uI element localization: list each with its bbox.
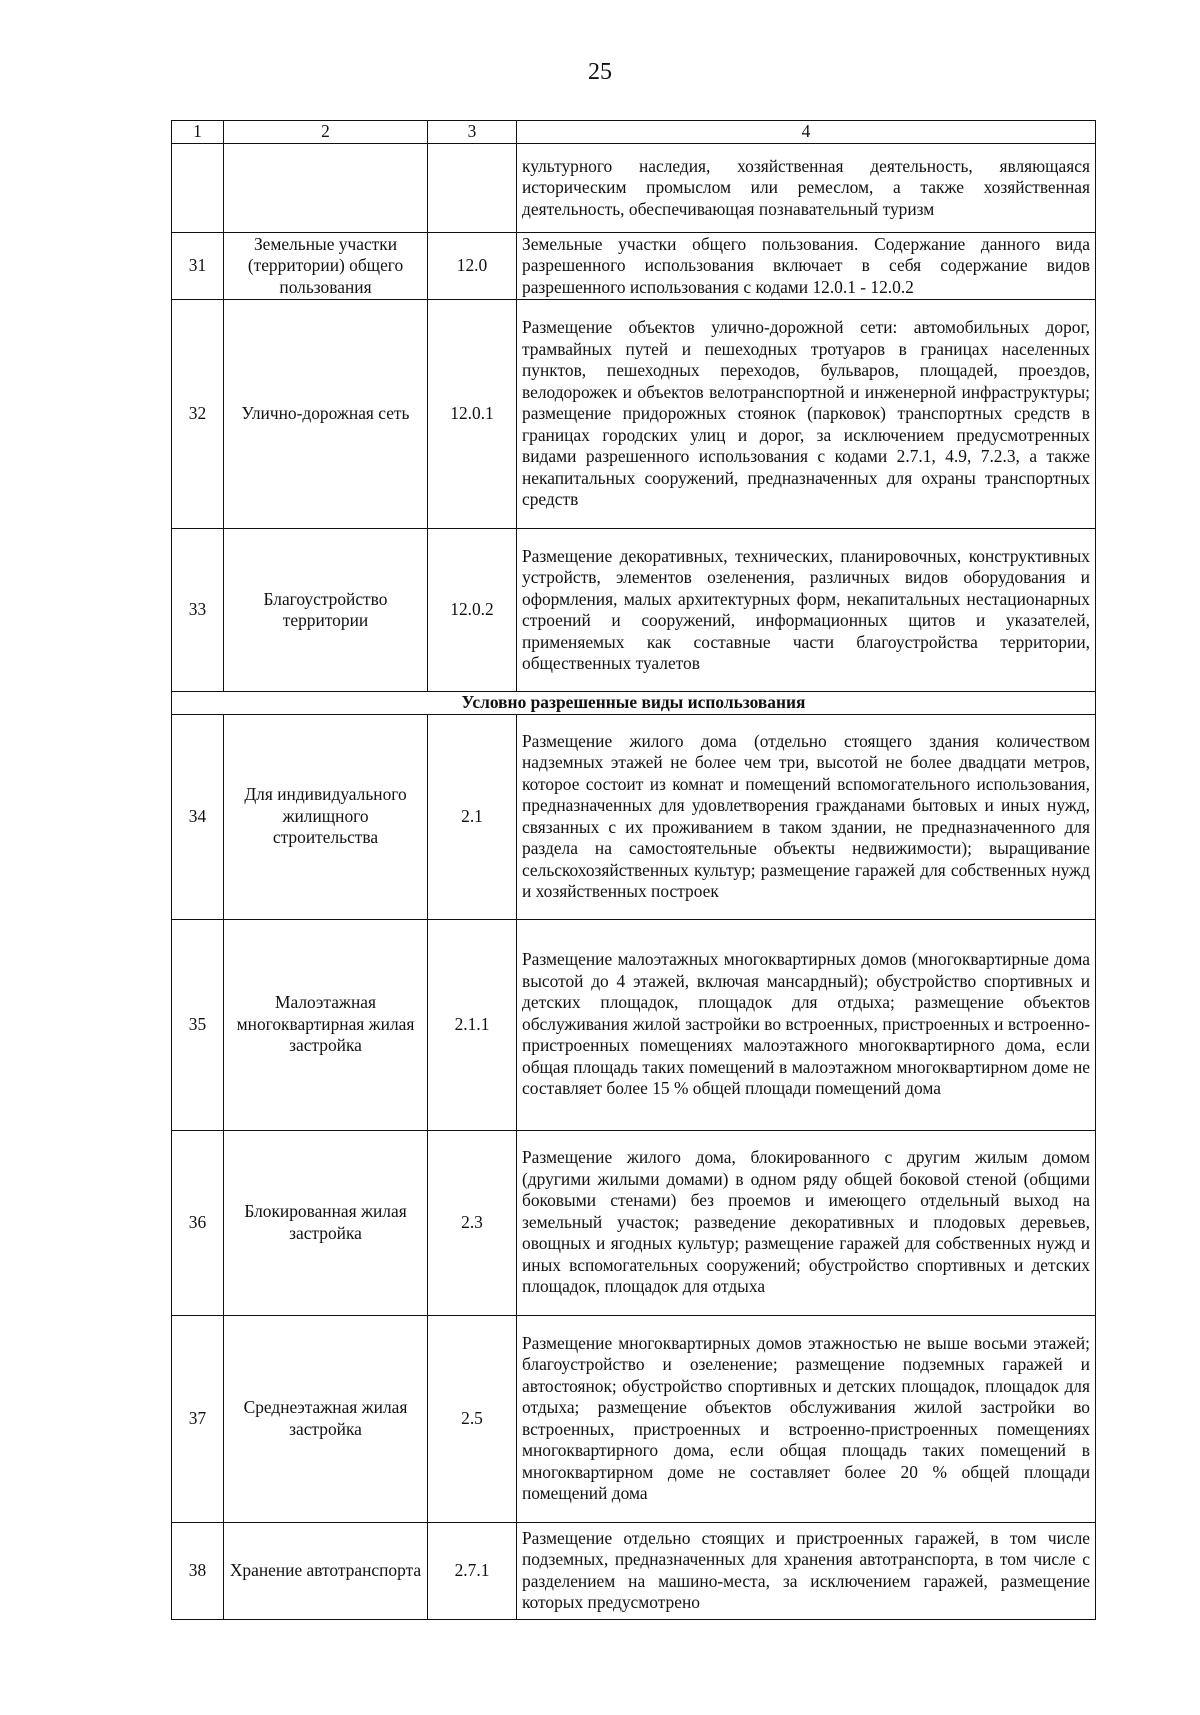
land-use-code: 2.1.1	[428, 919, 517, 1130]
land-use-description: Земельные участки общего пользования. Содержание данного вида разрешенного использования включает в себя содержание видов разрешенного использования с кодами 12.0.1 - 12.0.2	[517, 233, 1096, 300]
row-number: 36	[172, 1130, 224, 1315]
land-use-name: Для индивидуального жилищного строительства	[224, 714, 428, 919]
table-row	[172, 233, 1096, 300]
land-use-table	[171, 120, 1096, 1620]
header-col-4: 4	[517, 121, 1096, 144]
table-row	[172, 919, 1096, 1130]
table-row	[172, 714, 1096, 919]
land-use-description: Размещение малоэтажных многоквартирных домов (многоквартирные дома высотой до 4 этажей, включая мансардный); обустройство спортивных и детских площадок, площадок для отдыха; размещение объектов обслуживания жилой застройки во встроенных, пристроенных и встроенно-пристроенных помещениях малоэтажного многоквартирного дома, если общая площадь таких помещений в малоэтажном многоквартирном доме не составляет более 15 % общей площади помещений дома	[517, 919, 1096, 1130]
page-number: 25	[588, 59, 612, 85]
table-row	[172, 144, 1096, 233]
land-use-name: Улично-дорожная сеть	[224, 300, 428, 529]
land-use-name	[224, 144, 428, 233]
row-number: 37	[172, 1315, 224, 1522]
row-number	[172, 144, 224, 233]
table-header-row	[172, 121, 1096, 144]
land-use-code: 12.0.2	[428, 529, 517, 692]
land-use-description: Размещение жилого дома, блокированного с другим жилым домом (другими жилыми домами) в одном ряду общей боковой стеной (общими боковыми стенами) без проемов и имеющего отдельный выход на земельный участок; разведение декоративных и плодовых деревьев, овощных и ягодных культур; размещение гаражей для собственных нужд и иных вспомогательных сооружений; обустройство спортивных и детских площадок, площадок для отдыха	[517, 1130, 1096, 1315]
section-header-row	[172, 692, 1096, 715]
row-number: 31	[172, 233, 224, 300]
land-use-description: Размещение декоративных, технических, планировочных, конструктивных устройств, элементов озеленения, различных видов оборудования и оформления, малых архитектурных форм, некапитальных нестационарных строений и сооружений, информационных щитов и указателей, применяемых как составные части благоустройства территории, общественных туалетов	[517, 529, 1096, 692]
land-use-code: 2.5	[428, 1315, 517, 1522]
section-title: Условно разрешенные виды использования	[172, 692, 1096, 715]
row-number: 35	[172, 919, 224, 1130]
land-use-name: Земельные участки (территории) общего пользования	[224, 233, 428, 300]
header-col-3: 3	[428, 121, 517, 144]
land-use-name: Малоэтажная многоквартирная жилая застройка	[224, 919, 428, 1130]
land-use-description: Размещение объектов улично-дорожной сети: автомобильных дорог, трамвайных путей и пешеходных тротуаров в границах населенных пунктов, пешеходных переходов, бульваров, площадей, проездов, велодорожек и объектов велотранспортной и инженерной инфраструктуры; размещение придорожных стоянок (парковок) транспортных средств в границах городских улиц и дорог, за исключением предусмотренных видами разрешенного использования с кодами 2.7.1, 4.9, 7.2.3, а также некапитальных сооружений, предназначенных для охраны транспортных средств	[517, 300, 1096, 529]
table-row	[172, 1522, 1096, 1619]
land-use-code	[428, 144, 517, 233]
header-col-1: 1	[172, 121, 224, 144]
land-use-description: культурного наследия, хозяйственная деятельность, являющаяся историческим промыслом или ремеслом, а также хозяйственная деятельность, обеспечивающая познавательный туризм	[517, 144, 1096, 233]
land-use-code: 2.7.1	[428, 1522, 517, 1619]
table-row	[172, 529, 1096, 692]
land-use-name: Среднеэтажная жилая застройка	[224, 1315, 428, 1522]
land-use-name: Блокированная жилая застройка	[224, 1130, 428, 1315]
header-col-2: 2	[224, 121, 428, 144]
land-use-description: Размещение многоквартирных домов этажностью не выше восьми этажей; благоустройство и озеленение; размещение подземных гаражей и автостоянок; обустройство спортивных и детских площадок, площадок для отдыха; размещение объектов обслуживания жилой застройки во встроенных, пристроенных и встроенно-пристроенных помещениях многоквартирного дома, если общая площадь таких помещений в многоквартирном доме не составляет более 20 % общей площади помещений дома	[517, 1315, 1096, 1522]
land-use-code: 2.3	[428, 1130, 517, 1315]
land-use-code: 12.0.1	[428, 300, 517, 529]
row-number: 38	[172, 1522, 224, 1619]
land-use-name: Благоустройство территории	[224, 529, 428, 692]
land-use-description: Размещение жилого дома (отдельно стоящего здания количеством надземных этажей не более чем три, высотой не более двадцати метров, которое состоит из комнат и помещений вспомогательного использования, предназначенных для удовлетворения гражданами бытовых и иных нужд, связанных с их проживанием в таком здании, не предназначенного для раздела на самостоятельные объекты недвижимости); выращивание сельскохозяйственных культур; размещение гаражей для собственных нужд и хозяйственных построек	[517, 714, 1096, 919]
table-row	[172, 1315, 1096, 1522]
row-number: 34	[172, 714, 224, 919]
row-number: 32	[172, 300, 224, 529]
table-row	[172, 1130, 1096, 1315]
land-use-code: 12.0	[428, 233, 517, 300]
table-row	[172, 300, 1096, 529]
land-use-description: Размещение отдельно стоящих и пристроенных гаражей, в том числе подземных, предназначенных для хранения автотранспорта, в том числе с разделением на машино-места, за исключением гаражей, размещение которых предусмотрено	[517, 1522, 1096, 1619]
land-use-name: Хранение автотранспорта	[224, 1522, 428, 1619]
row-number: 33	[172, 529, 224, 692]
land-use-code: 2.1	[428, 714, 517, 919]
